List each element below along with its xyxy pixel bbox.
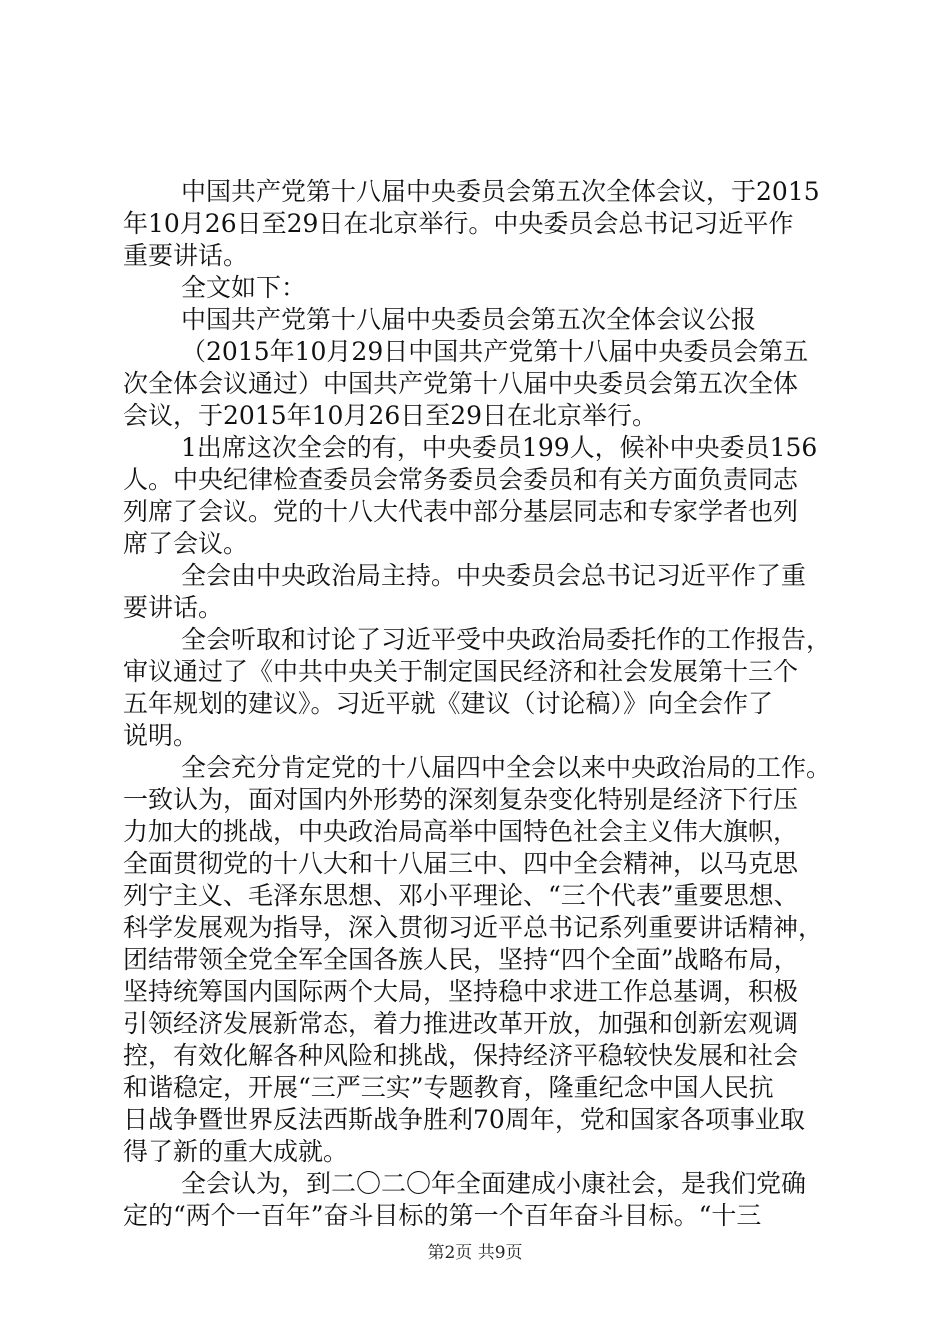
text-line: 控，有效化解各种风险和挑战，保持经济平稳较快发展和社会 xyxy=(123,1041,799,1070)
text-line: 列宁主义、毛泽东思想、邓小平理论、“三个代表”重要思想、 xyxy=(123,881,799,910)
text-line: 得了新的重大成就。 xyxy=(123,1137,349,1166)
text-line: 重要讲话。 xyxy=(123,241,249,270)
document-body xyxy=(123,176,833,1232)
text-line: 中国共产党第十八届中央委员会第五次全体会议，于2015 xyxy=(181,177,820,206)
text-line: 全会充分肯定党的十八届四中全会以来中央政治局的工作。 xyxy=(181,753,832,782)
text-line: 团结带领全党全军全国各族人民，坚持“四个全面”战略布局， xyxy=(123,945,799,974)
text-line: 会议，于2015年10月26日至29日在北京举行。 xyxy=(123,401,658,430)
text-line: 人。中央纪律检查委员会常务委员会委员和有关方面负责同志 xyxy=(123,465,799,494)
text-line: 日战争暨世界反法西斯战争胜利70周年，党和国家各项事业取 xyxy=(123,1105,805,1134)
text-line: 坚持统筹国内国际两个大局，坚持稳中求进工作总基调，积极 xyxy=(123,977,799,1006)
text-line: 科学发展观为指导，深入贯彻习近平总书记系列重要讲话精神， xyxy=(123,913,824,942)
text-line: 引领经济发展新常态，着力推进改革开放，加强和创新宏观调 xyxy=(123,1009,799,1038)
text-line: 列席了会议。党的十八大代表中部分基层同志和专家学者也列 xyxy=(123,497,799,526)
text-line: 定的“两个一百年”奋斗目标的第一个百年奋斗目标。“十三 xyxy=(123,1201,762,1230)
text-line: 一致认为，面对国内外形势的深刻复杂变化特别是经济下行压 xyxy=(123,785,799,814)
text-line: 年10月26日至29日在北京举行。中央委员会总书记习近平作 xyxy=(123,209,794,238)
text-line: 说明。 xyxy=(123,721,199,750)
text-line: 全会由中央政治局主持。中央委员会总书记习近平作了重 xyxy=(181,561,807,590)
text-line: 力加大的挑战，中央政治局高举中国特色社会主义伟大旗帜， xyxy=(123,817,799,846)
text-line: 席了会议。 xyxy=(123,529,249,558)
page-number: 第2页 共9页 xyxy=(427,1243,523,1263)
text-line: 审议通过了《中共中央关于制定国民经济和社会发展第十三个 xyxy=(123,657,799,686)
text-line: 五年规划的建议》。习近平就《建议（讨论稿）》向全会作了 xyxy=(123,689,774,718)
text-line: 要讲话。 xyxy=(123,593,224,622)
text-line: 全会认为，到二〇二〇年全面建成小康社会，是我们党确 xyxy=(181,1169,807,1198)
text-line: 全面贯彻党的十八大和十八届三中、四中全会精神，以马克思 xyxy=(123,849,799,878)
text-line: 和谐稳定，开展“三严三实”专题教育，隆重纪念中国人民抗 xyxy=(123,1073,774,1102)
text-line: 全文如下： xyxy=(181,273,307,302)
text-line: （2015年10月29日中国共产党第十八届中央委员会第五 xyxy=(181,337,809,366)
text-line: 次全体会议通过）中国共产党第十八届中央委员会第五次全体 xyxy=(123,369,799,398)
text-line: 中国共产党第十八届中央委员会第五次全体会议公报 xyxy=(181,305,757,334)
text-line: 1出席这次全会的有，中央委员199人，候补中央委员156 xyxy=(181,433,818,462)
text-line: 全会听取和讨论了习近平受中央政治局委托作的工作报告， xyxy=(181,625,832,654)
